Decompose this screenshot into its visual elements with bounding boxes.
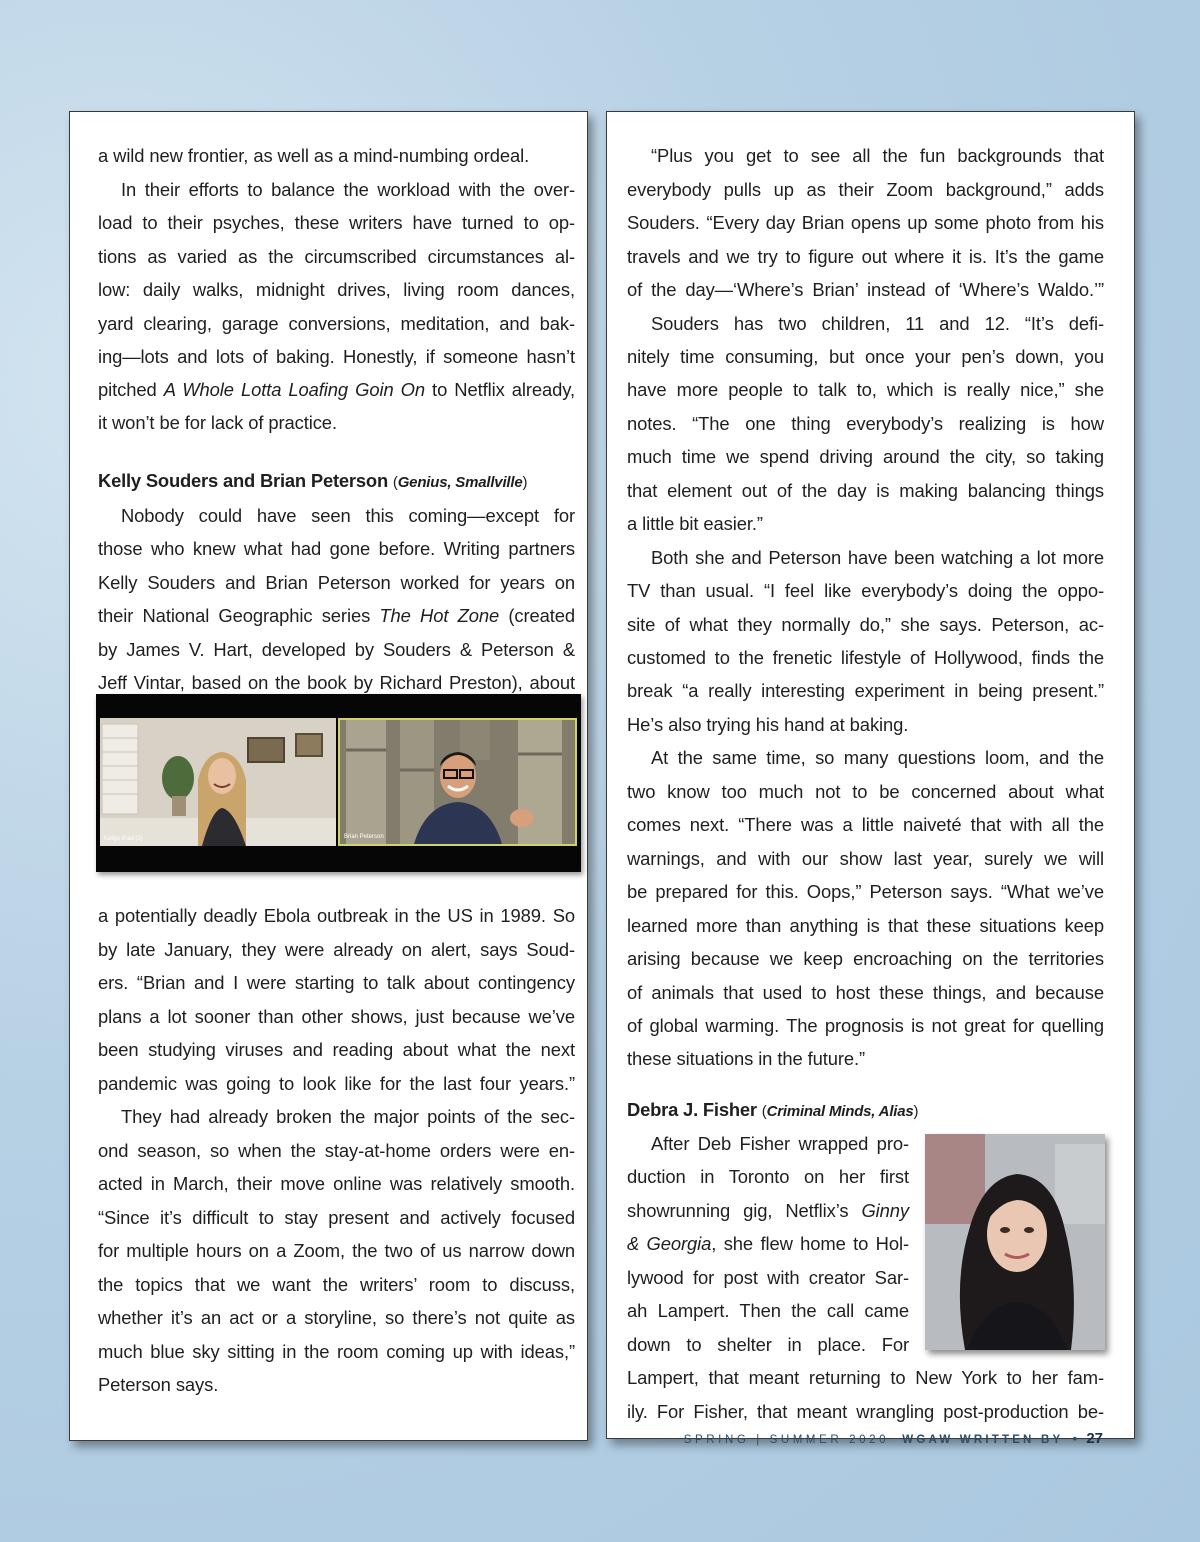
- body-line: [98, 604, 575, 628]
- body-text: pitched: [98, 379, 164, 400]
- page-number: 27: [1086, 1430, 1103, 1447]
- body-line: site of what they normally do,” she says. Peterson, ac-: [627, 614, 1104, 635]
- body-line: Jeff Vintar, based on the book by Richard Preston), about: [98, 672, 575, 693]
- page-footer: [0, 1430, 1103, 1447]
- body-line: nitely time consuming, but once your pen’s down, you: [627, 346, 1104, 367]
- credit: (Criminal Minds, Alias): [761, 1103, 919, 1120]
- body-line: two know too much not to be concerned about what: [627, 781, 1104, 802]
- zoom-pane-kelly: [100, 718, 336, 846]
- body-line: In their efforts to balance the workload with the over-: [121, 179, 575, 200]
- body-line: of the day—‘Where’s Brian’ instead of ‘Where’s Waldo.’”: [627, 279, 1104, 300]
- section-heading: [627, 1098, 918, 1124]
- zoom-call-photo: [96, 694, 581, 872]
- body-line: Lampert, that meant returning to New York to her fam-: [627, 1367, 1104, 1388]
- body-text: showrunning gig, Netflix’s: [627, 1200, 862, 1221]
- body-line: it won’t be for lack of practice.: [98, 412, 337, 433]
- body-line: [98, 378, 575, 402]
- body-line: of animals that used to host these things, and because: [627, 982, 1104, 1003]
- body-line: notes. “The one thing everybody’s realizing is how: [627, 413, 1104, 434]
- zoom-pane-brian: [338, 718, 577, 846]
- body-line: ond season, so when the stay-at-home orders were en-: [98, 1140, 575, 1161]
- body-line: lywood for post with creator Sar-: [627, 1267, 909, 1288]
- body-line: “Since it’s difficult to stay present and actively focused: [98, 1207, 575, 1228]
- title-italic: The Hot Zone: [379, 605, 500, 626]
- body-line: ers. “Brian and I were starting to talk about contingency: [98, 972, 575, 993]
- body-line: a potentially deadly Ebola outbreak in the US in 1989. So: [98, 905, 575, 926]
- body-line: a little bit easier.”: [627, 513, 763, 534]
- credit-shows: Genius, Smallville: [397, 474, 523, 491]
- body-line: tions as varied as the circumscribed circumstances al-: [98, 246, 575, 267]
- body-line: plans a lot sooner than other shows, just because we’ve: [98, 1006, 575, 1027]
- body-line: everybody pulls up as their Zoom background,” adds: [627, 179, 1104, 200]
- body-line: that element out of the day is making balancing things: [627, 480, 1104, 501]
- zoom-name-label: Brian Peterson: [344, 834, 384, 840]
- body-line: have more people to talk to, which is really nice,” she: [627, 379, 1104, 400]
- heading-names: Debra J. Fisher: [627, 1099, 757, 1120]
- body-line: duction in Toronto on her first: [627, 1166, 909, 1187]
- credit: (Genius, Smallville): [392, 474, 528, 491]
- body-line: At the same time, so many questions loom, and the: [651, 747, 1104, 768]
- body-line: much time we spend driving around the city, so taking: [627, 446, 1104, 467]
- body-line: learned more than anything is that these situations keep: [627, 915, 1104, 936]
- body-line: those who knew what had gone before. Writing partners: [98, 538, 575, 559]
- body-line: After Deb Fisher wrapped pro-: [651, 1133, 909, 1154]
- body-text: , she flew home to Hol-: [711, 1233, 909, 1254]
- body-line: been studying viruses and reading about what the next: [98, 1039, 575, 1060]
- brian-photo: [340, 720, 575, 844]
- body-line: for multiple hours on a Zoom, the two of us narrow down: [98, 1240, 575, 1261]
- body-text: their National Geographic series: [98, 605, 380, 626]
- debra-fisher-photo: [925, 1134, 1105, 1350]
- section-heading: [98, 469, 527, 495]
- left-column: [69, 111, 588, 1441]
- body-line: travels and we try to figure out where it is. It’s the game: [627, 246, 1104, 267]
- body-line: low: daily walks, midnight drives, living room dances,: [98, 279, 575, 300]
- body-line: Souders has two children, 11 and 12. “It’s defi-: [651, 313, 1104, 334]
- body-line: pandemic was going to look like for the last four years.”: [98, 1073, 575, 1094]
- body-line: of global warming. The prognosis is not great for quelling: [627, 1015, 1104, 1036]
- body-line: ah Lampert. Then the call came: [627, 1300, 909, 1321]
- credit-shows: Criminal Minds, Alias: [766, 1103, 914, 1120]
- right-column: [606, 111, 1135, 1439]
- title-italic: Ginny: [861, 1200, 909, 1221]
- title-italic: A Whole Lotta Loafing Goin On: [163, 379, 425, 400]
- body-line: [627, 1199, 909, 1223]
- body-line: customed to the frenetic lifestyle of Hollywood, finds the: [627, 647, 1104, 668]
- body-line: by James V. Hart, developed by Souders & Peterson &: [98, 639, 575, 660]
- title-italic: & Georgia: [627, 1233, 712, 1254]
- body-line: He’s also trying his hand at baking.: [627, 714, 909, 735]
- body-line: Souders. “Every day Brian opens up some photo from his: [627, 212, 1104, 233]
- body-line: by late January, they were already on alert, says Soud-: [98, 939, 575, 960]
- body-line: these situations in the future.”: [627, 1048, 866, 1069]
- zoom-name-label: Kellys iPad (2): [104, 836, 143, 842]
- body-line: arising because we keep encroaching on the territories: [627, 948, 1104, 969]
- body-line: [627, 1232, 909, 1256]
- body-line: Both she and Peterson have been watching a lot more: [651, 547, 1104, 568]
- body-line: be prepared for this. Oops,” Peterson says. “What we’ve: [627, 881, 1104, 902]
- magazine-name: WGAW WRITTEN BY: [902, 1434, 1064, 1446]
- body-line: Nobody could have seen this coming—except for: [121, 505, 575, 526]
- body-line: down to shelter in place. For: [627, 1334, 909, 1355]
- body-line: ily. For Fisher, that meant wrangling post-production be-: [627, 1401, 1104, 1422]
- body-line: yard clearing, garage conversions, meditation, and bak-: [98, 313, 575, 334]
- body-text: to Netflix already,: [424, 379, 575, 400]
- body-line: comes next. “There was a little naiveté that with all the: [627, 814, 1104, 835]
- body-line: load to their psyches, these writers have turned to op-: [98, 212, 575, 233]
- body-line: warnings, and with our show last year, surely we will: [627, 848, 1104, 869]
- body-line: break “a really interesting experiment in being present.”: [627, 680, 1104, 701]
- body-line: “Plus you get to see all the fun backgrounds that: [651, 145, 1104, 166]
- body-line: ing—lots and lots of baking. Honestly, if someone hasn’t: [98, 346, 575, 367]
- body-line: They had already broken the major points of the sec-: [121, 1106, 575, 1127]
- issue-label: SPRING | SUMMER 2020: [683, 1434, 890, 1446]
- body-line: a wild new frontier, as well as a mind-numbing ordeal.: [98, 145, 530, 166]
- body-line: Peterson says.: [98, 1374, 219, 1395]
- body-line: the topics that we want the writers’ room to discuss,: [98, 1274, 575, 1295]
- body-line: Kelly Souders and Brian Peterson worked for years on: [98, 572, 575, 593]
- body-line: whether it’s an act or a storyline, so there’s not quite as: [98, 1307, 575, 1328]
- body-text: (created: [499, 605, 575, 626]
- portrait-image: [925, 1134, 1105, 1350]
- heading-names: Kelly Souders and Brian Peterson: [98, 470, 388, 491]
- footer-bullet: •: [1072, 1431, 1078, 1446]
- body-line: acted in March, their move online was relatively smooth.: [98, 1173, 575, 1194]
- body-line: much blue sky sitting in the room coming up with ideas,”: [98, 1341, 575, 1362]
- body-line: TV than usual. “I feel like everybody’s doing the oppo-: [627, 580, 1104, 601]
- kelly-photo: [100, 718, 336, 846]
